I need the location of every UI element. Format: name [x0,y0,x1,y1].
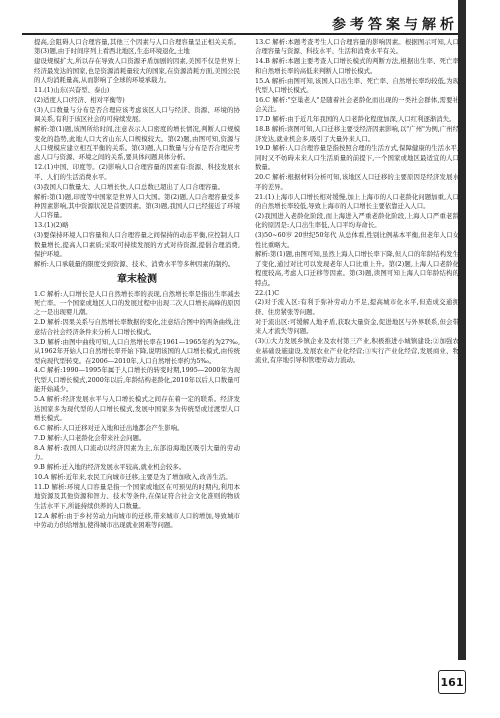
answer-paragraph: 3.D 解析:由图中曲线可知,人口自然增长率在1961—1965年约为27‰,从1962年开始人口自然增长率开始下降,说明该国的人口增长模式,由传统型向现代型转变。在2006—2010年,人口自然增长率约为5‰。 [34,337,240,365]
answer-paragraph: 提高,会阻碍人口合理容量,其他三个因素与人口合理容量呈正相关关系。第(3)题,由于时间序列上看西北地区,生态环境退化,土地 [34,38,240,56]
answer-paragraph: 7.D 解析:人口老龄化会带来社会问题。 [34,433,146,442]
answer-paragraph: (3)50~60岁 20世纪50年代 从总体看,性别比例基本平衡,但老年人口女性比重略大。 [255,231,459,249]
answer-paragraph: 13.(1)(2)略 [34,221,69,230]
answer-paragraph: (3)人口数量与分布是否合理应该考虑该区人口与经济、资源、环境的协调关系,有利于该区社会的可持续发展。 [34,105,240,124]
answer-paragraph: 解析:第(1)题,由图可知,虽然上海人口增长率下降,但人口的年龄结构发生了变化,通过对比可以发现老年人口比重上升。第(2)题,上海人口老龄化程度较高,考虑人口迁移等因素。第(3)题,读图可知上海人口年龄结构的特点。 [255,250,459,287]
answer-paragraph: 5.A 解析:经济发展水平与人口增长模式之间存在着一定的联系。经济发达国家多为现代型的人口增长模式,发展中国家多为传统型或过渡型人口增长模式。 [34,395,240,422]
answer-paragraph: 解析:第(1)题,印度等中国家是世界人口大国。第(2)题,人口合理容量受多种因素影响,其中资源状况是首要因素。第(3)题,我国人口已经接近了环境人口容量。 [34,192,240,220]
answer-paragraph: 16.C 解析:"空巢老人"是随着社会老龄化而出现的一类社会群体,需要社会关注。 [255,95,459,114]
answer-paragraph: (2)我国进入老龄化阶段,而上海进入严重老龄化阶段,上海人口严重老龄化的原因是:人口出生率低,人口平均寿命长。 [255,211,459,230]
answer-paragraph: 18.B 解析:读图可知,人口迁移主要受经济因素影响,以"广州"为例,广州经济发达,就业机会多,吸引了大量外来人口。 [255,125,459,143]
page-header: 参考答案与解析 [332,17,458,33]
answer-paragraph: 10.A 解析:近年来,农民工向城市迁移,主要是为了增加收入,改善生活。 [34,472,232,481]
answer-paragraph: 对于流出区:可缓解人地矛盾,获取大量资金,促进地区与外界联系,但会带来人才流失等问题。 [255,317,459,336]
right-column [255,38,459,366]
header-rule [22,33,458,35]
answer-paragraph: 14.B 解析:本题主要考查人口增长模式的判断方法,根据出生率、死亡率和自然增长率的高低来判断人口增长模式。 [255,57,459,75]
answer-paragraph: 15.A 解析:由图可知,该国人口出生率、死亡率、自然增长率均较低,为现代型人口增长模式。 [255,76,459,95]
answer-paragraph: (2)对于流入区:有利于弥补劳动力不足,提高城市化水平,但造成交通拥挤、住房紧张等问题。 [255,298,459,316]
left-column [34,38,240,531]
answer-paragraph: 9.B 解析:迁入地的经济发展水平较高,就业机会较多。 [34,462,186,471]
answer-paragraph: (3)我国人口数量大、人口增长快,人口总数已超出了人口合理容量。 [34,182,225,191]
answer-paragraph: 1.C 解析:人口增长是人口自然增长率的表现,自然增长率是指出生率减去死亡率。一个国家或地区人口的发展过程中出现二次人口增长高峰的原因之一是出现婴儿潮。 [34,289,240,317]
answer-paragraph: 6.C 解析:人口迁移对迁入地和迁出地都会产生影响。 [34,423,184,432]
answer-paragraph: 12.A 解析:由于乡村劳动力向城市的迁移,带来城市人口的增加,导致城市中劳动力供给增加,使得城市出现就业困难等问题。 [34,511,240,529]
margin-tab [458,0,466,660]
answer-paragraph: 解析:人口承载量的限度受到资源、技术、消费水平等多种因素的制约。 [34,259,235,268]
answer-paragraph: 11.(1)山东(兴奋型、泰山) [34,86,110,95]
section-title: 章末检测 [117,274,157,286]
answer-paragraph: (3)要保持环境人口容量和人口合理容量之间保持的动态平衡,应控制人口数量增长,提高人口素质;采取可持续发展的方式对待资源,提倡合理消费,保护环境。 [34,231,240,258]
page-number: 161 [438,670,466,694]
answer-paragraph: 解析:第(1)题,该图所给时间,注意表示人口密度的增长情况,判断人口规模变化的趋势,此地人口大省山东人口规模较大。第(2)题,由图可知,资源与人口规模应建立相互平衡的关系。第(3)题,人口数量与分布是否合理应考虑人口与资源、环境之间的关系,要具体问题具体分析。 [34,125,240,162]
answer-paragraph: 12.(1)中国、印度等。(2)影响人口合理容量的因素有:资源、科技发展水平、人们的生活消费水平。 [34,163,240,181]
answer-paragraph: 11.D 解析:环境人口容量是指一个国家或地区在可预见的时期内,利用本地资源及其他资源和智力、技术等条件,在保证符合社会文化准则的物质生活水平下,所能持续供养的人口数量。 [34,482,240,510]
answer-paragraph: 22.(1)C [255,288,280,297]
answer-paragraph: 20.C 解析:根据材料分析可知,该地区人口迁移的主要原因是经济发展水平的差异。 [255,173,459,191]
answer-paragraph: 8.A 解析:我国人口流动以经济因素为主,东部沿海地区吸引大量的劳动力。 [34,443,240,462]
answer-paragraph: 17.D 解析:由于近几年我国的人口老龄化程度加深,人口红利逐渐消失。 [255,115,456,124]
answer-paragraph: 4.C 解析:1990—1995年属于人口增长的转变时期,1995—2000年为现代型人口增长模式,2000年以后,年龄结构老龄化,2010年以后人口数量可能开始减少。 [34,366,240,394]
answer-paragraph: 建设规模扩大,所以存在导致人口资源矛盾加剧的因素,美国不仅是世界上经济最发达的国家,也是资源消耗量较大的国家,在资源消耗方面,美国公民的人均消耗量高,从而影响了全球的环境承载力。 [34,57,240,85]
answer-paragraph: 13.C 解析:本题考查考生人口合理容量的影响因素。根据图示可知,人口合理容量与资源、科技水平、生活和消费水平有关。 [255,38,459,56]
answer-paragraph: (3)①大力发展乡镇企业及农村第三产业,积极推进小城镇建设;②加强农业基础设施建设,发展农业产业化经营;③实行产业化经营,发展商业、物流业,有序地引导和管理劳动力流动。 [255,337,459,364]
answer-paragraph: 19.D 解析:人口合理容量是指按照合理的生活方式,保障健康的生活水平,同时又不妨碍未来人口生活质量的前提下,一个国家或地区最适宜的人口数量。 [255,144,459,172]
answer-paragraph: 21.(1)上海市人口增长相对缓慢,加上上海市的人口老龄化问题加重,人口的自然增长率较低,导致上海市的人口增长主要依靠迁入人口。 [255,192,459,210]
answer-paragraph: (2)适度人口(经济、相对平衡等) [34,95,125,104]
answer-paragraph: 2.D 解析:因果关系与自然增长率数据的变化,注意结合图中的两条曲线,注意结合社会经济条件来分析人口增长模式。 [34,318,240,336]
